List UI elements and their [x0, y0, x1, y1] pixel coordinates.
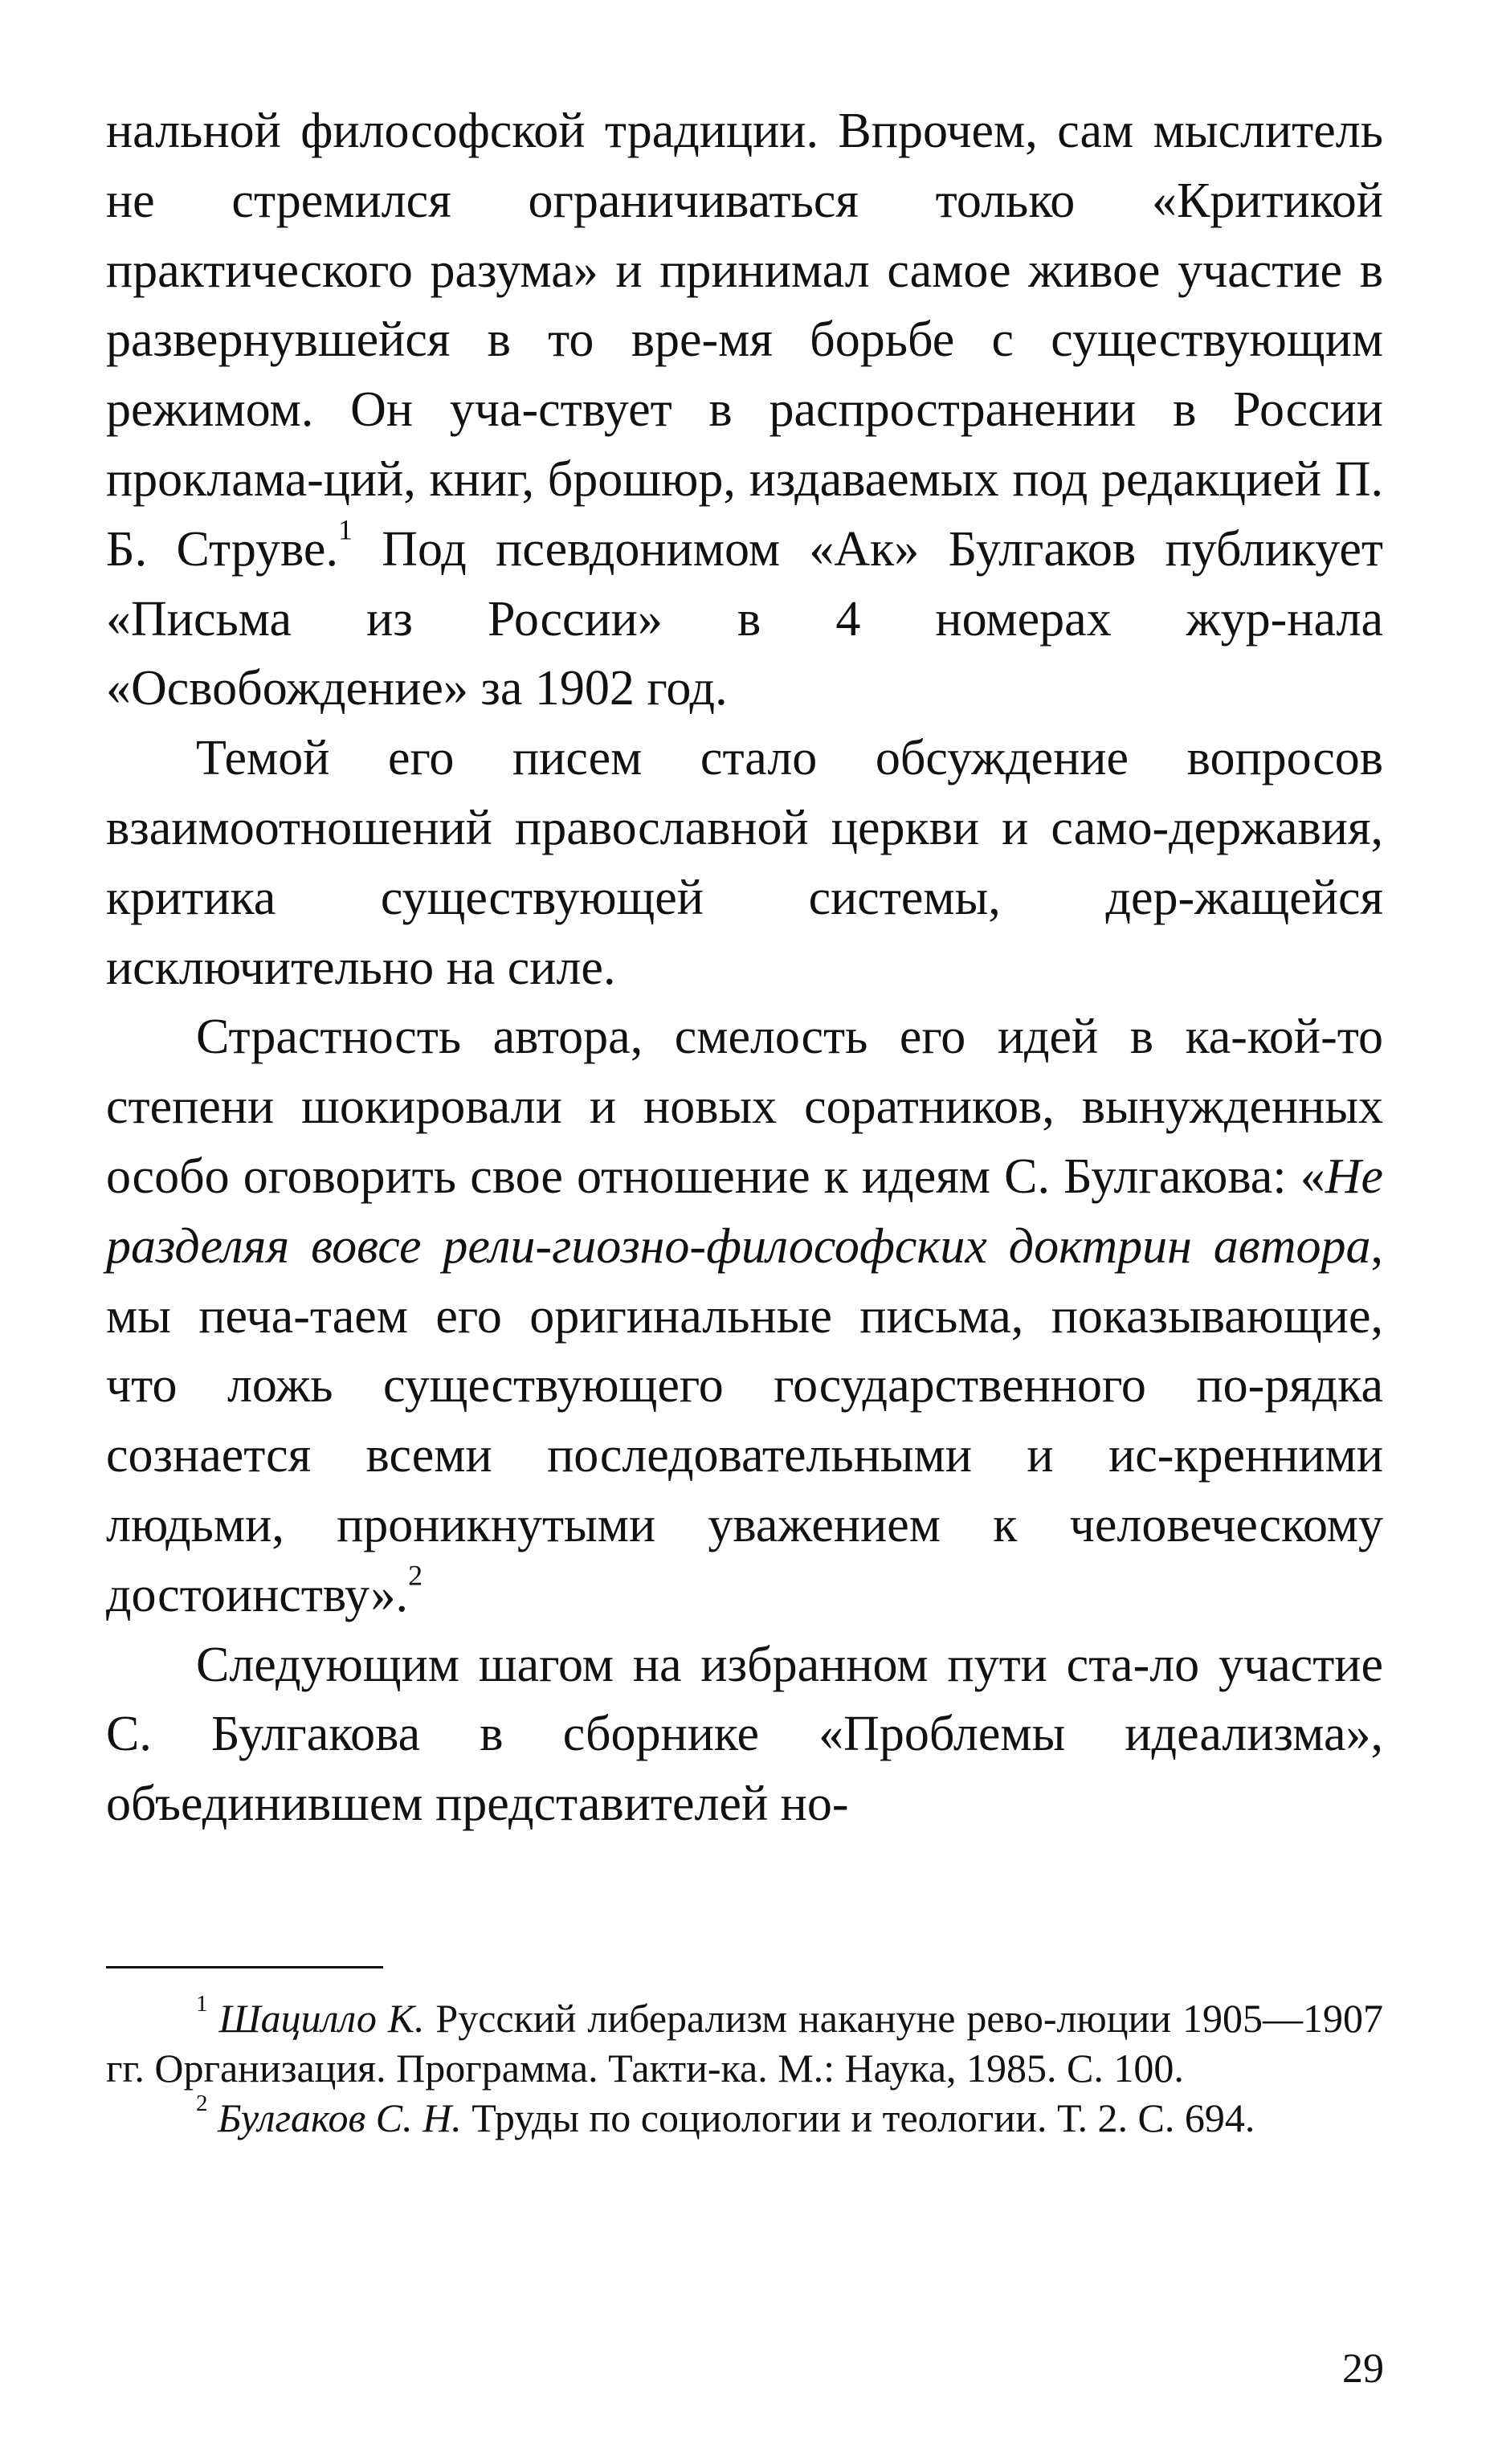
paragraph-3-quote-italic: Не разделяя вовсе рели-гиозно-философских доктрин автора — [106, 1148, 1383, 1274]
footnote-2-text: Труды по социологии и теологии. Т. 2. С. 694. — [461, 2095, 1255, 2140]
footnote-1-text: Русский либерализм накануне рево-люции 1905—1907 гг. Организация. Программа. Такти-ка. М.: Наука, 1985. С. 100. — [106, 1996, 1383, 2091]
paragraph-2: Темой его писем стало обсуждение вопросов взаимоотношений православной церкви и само-державия, критика существующей системы, дер-жащейся исключительно на силе. — [106, 731, 1383, 995]
footnote-1 — [106, 1990, 1383, 2093]
page-number: 29 — [1342, 2346, 1384, 2392]
footnote-2-author: Булгаков С. Н. — [218, 2095, 462, 2140]
paragraph-1-text-b: Под псевдонимом «Ак» Булгаков публикует «Письма из России» в 4 номерах жур-нала «Освобождение» за 1902 год. — [106, 521, 1383, 716]
footnote-2 — [106, 2090, 1383, 2143]
paragraph-3-text-b: , мы печа-таем его оригинальные письма, показывающие, что ложь существующего государственного по-рядка сознается всеми последовательными и ис-кренними людьми, проникнутыми уважением к человеческому достоинству». — [106, 1218, 1383, 1622]
paragraph-1 — [106, 96, 1383, 724]
book-page — [106, 96, 1383, 1903]
body-text — [106, 96, 1383, 1903]
paragraph-3 — [106, 1002, 1383, 1630]
footnotes — [106, 1990, 1383, 2143]
paragraph-4: Следующим шагом на избранном пути ста-ло участие С. Булгакова в сборнике «Проблемы идеализма», объединившем представителей но- — [106, 1637, 1383, 1832]
footnote-1-author: Шацилло К. — [218, 1996, 425, 2041]
footnote-ref-1: 1 — [337, 513, 353, 546]
footnote-divider — [106, 1966, 383, 1968]
paragraph-1-text-a: нальной философской традиции. Впрочем, сам мыслитель не стремился ограничиваться только «Критикой практического разума» и принимал самое живое участие в развернувшейся в то вре-мя борьбе с существующим режимом. Он уча-ствует в распространении в России проклама-ций, книг, брошюр, издаваемых под редакцией П. Б. Струве. — [106, 104, 1383, 577]
footnote-1-marker: 1 — [196, 1990, 208, 2017]
footnote-2-marker: 2 — [196, 2090, 208, 2116]
footnote-ref-2: 2 — [408, 1559, 423, 1592]
paragraph-3-text-a: Страстность автора, смелость его идей в ка-кой-то степени шокировали и новых соратников, вынужденных особо оговорить свое отношение к идеям С. Булгакова: « — [106, 1010, 1383, 1204]
